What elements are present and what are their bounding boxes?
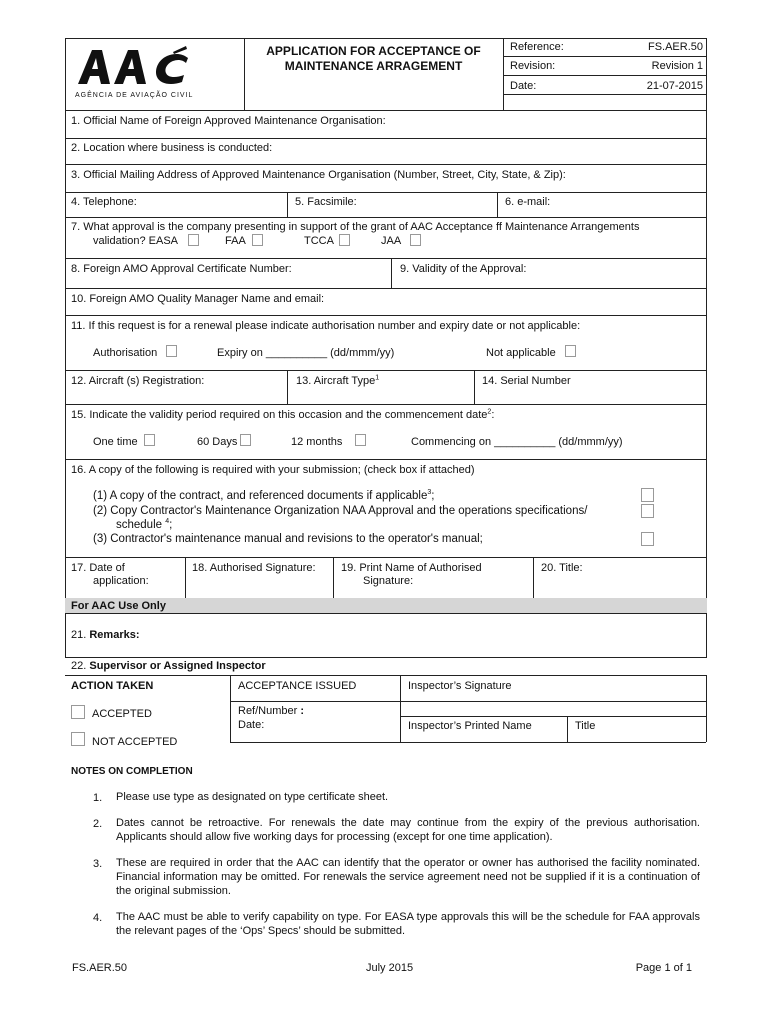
field-20-label: 20. Title:	[541, 562, 583, 574]
accepted-checkbox[interactable]	[71, 705, 85, 719]
field-16-item-3: (3) Contractor's maintenance manual and revisions to the operator's manual;	[93, 533, 483, 545]
field-2-label: 2. Location where business is conducted:	[71, 142, 273, 154]
field-1-label: 1. Official Name of Foreign Approved Maintenance Organisation:	[71, 115, 386, 127]
note-1-number: 1.	[93, 792, 103, 804]
supervisor-label: 22. Supervisor or Assigned Inspector	[71, 660, 266, 672]
field-7-tcca-label: TCCA	[304, 235, 334, 247]
logo-subtitle: AGÊNCIA DE AVIAÇÃO CIVIL	[75, 92, 194, 99]
field-5-label: 5. Facsimile:	[295, 196, 357, 208]
footer-form-id: FS.AER.50	[72, 962, 128, 974]
note-2-text: Dates cannot be retroactive. For renewals the date may continue from the expiry of the previous authorisation. Applicants should allow five working days for processing (except for one time application).	[116, 817, 700, 843]
field-9-label: 9. Validity of the Approval:	[400, 263, 527, 275]
field-14-label: 14. Serial Number	[482, 375, 571, 387]
manual-checkbox[interactable]	[641, 532, 654, 546]
field-17-label-cont: application:	[93, 575, 149, 587]
not-applicable-label: Not applicable	[486, 347, 556, 359]
note-1-text: Please use type as designated on type certificate sheet.	[116, 791, 389, 803]
form-title-line2: MAINTENANCE ARRAGEMENT	[284, 59, 463, 73]
twelve-months-label: 12 months	[291, 436, 343, 448]
commencing-label: Commencing on __________ (dd/mmm/yy)	[411, 436, 623, 448]
tcca-checkbox[interactable]	[339, 234, 350, 246]
field-16-label: 16. A copy of the following is required with your submission; (check box if attached)	[71, 464, 475, 476]
reference-label: Reference:	[510, 41, 564, 53]
field-16-item-2: (2) Copy Contractor's Maintenance Organization NAA Approval and the operations specifications/	[93, 505, 588, 517]
field-18-label: 18. Authorised Signature:	[192, 562, 316, 574]
field-6-label: 6. e-mail:	[505, 196, 551, 208]
form-title-line1: APPLICATION FOR ACCEPTANCE OF	[266, 44, 481, 58]
jaa-checkbox[interactable]	[410, 234, 421, 246]
field-13-label: 13. Aircraft Type$^1$	[296, 374, 380, 387]
naa-approval-checkbox[interactable]	[641, 504, 654, 518]
field-15-label: 15. Indicate the validity period required on this occasion and the commencement date$^2$:	[71, 408, 495, 421]
footer-page-number: Page 1 of 1	[635, 962, 692, 974]
authorisation-label: Authorisation	[93, 347, 158, 359]
field-12-label: 12. Aircraft (s) Registration:	[71, 375, 205, 387]
notes-heading: NOTES ON COMPLETION	[71, 766, 193, 777]
authorisation-checkbox[interactable]	[166, 345, 177, 357]
one-time-checkbox[interactable]	[144, 434, 155, 446]
acceptance-issued-label: ACCEPTANCE ISSUED	[238, 680, 357, 692]
accepted-label: ACCEPTED	[92, 708, 152, 720]
field-8-label: 8. Foreign AMO Approval Certificate Number:	[71, 263, 292, 275]
field-7-label: 7. What approval is the company presenting in support of the grant of AAC Acceptance ff Maintenance Arrangements	[71, 221, 640, 233]
not-accepted-checkbox[interactable]	[71, 732, 85, 746]
note-4-text: The AAC must be able to verify capability on type. For EASA type approvals this will be the schedule for FAA approvals the relevant pages of the ‘Ops’ Specs’ should be submitted.	[116, 911, 700, 937]
inspector-printed-name-label: Inspector’s Printed Name	[408, 720, 532, 732]
action-taken-label: ACTION TAKEN	[71, 680, 154, 692]
note-2-number: 2.	[93, 818, 103, 830]
field-10-label: 10. Foreign AMO Quality Manager Name and email:	[71, 293, 325, 305]
revision-label: Revision:	[510, 60, 556, 72]
date-label: Date:	[510, 80, 537, 92]
reference-value: FS.AER.50	[647, 41, 703, 53]
field-7-faa-label: FAA	[225, 235, 246, 247]
footer-date: July 2015	[366, 962, 414, 974]
field-17-label: 17. Date of	[71, 562, 125, 574]
acceptance-date-label: Date:	[238, 719, 265, 731]
field-16-item-2-cont: schedule $^4$;	[116, 518, 173, 531]
field-7-easa-label: validation? EASA	[93, 235, 178, 247]
faa-checkbox[interactable]	[252, 234, 263, 246]
field-11-label: 11. If this request is for a renewal please indicate authorisation number and expiry date or not applicable:	[71, 320, 581, 332]
aac-use-heading: For AAC Use Only	[71, 600, 166, 612]
note-3-number: 3.	[93, 858, 103, 870]
field-16-item-1: (1) A copy of the contract, and referenced documents if applicable$^3$;	[93, 489, 435, 502]
field-19-label: 19. Print Name of Authorised	[341, 562, 482, 574]
sixty-days-label: 60 Days	[197, 436, 238, 448]
revision-value: Revision 1	[651, 60, 703, 72]
field-3-label: 3. Official Mailing Address of Approved Maintenance Organisation (Number, Street, City, State, & Zip):	[71, 169, 566, 181]
field-19-label-cont: Signature:	[363, 575, 414, 587]
not-applicable-checkbox[interactable]	[565, 345, 576, 357]
inspector-signature-label: Inspector’s Signature	[408, 680, 512, 692]
contract-checkbox[interactable]	[641, 488, 654, 502]
field-7-jaa-label: JAA	[381, 235, 402, 247]
note-3-text: These are required in order that the AAC can identify that the operator or owner has authorised the facility nominated. Financial information may be omitted. For renewals the service agreement need not be supplied if it is a continuation of the original submission.	[116, 857, 700, 897]
sixty-days-checkbox[interactable]	[240, 434, 251, 446]
easa-checkbox[interactable]	[188, 234, 199, 246]
not-accepted-label: NOT ACCEPTED	[92, 736, 178, 748]
field-4-label: 4. Telephone:	[71, 196, 137, 208]
one-time-label: One time	[93, 436, 138, 448]
remarks-label: 21. Remarks:	[71, 629, 140, 641]
twelve-months-checkbox[interactable]	[355, 434, 366, 446]
ref-number-label: Ref/Number :	[238, 705, 305, 717]
date-value: 21-07-2015	[646, 80, 703, 92]
note-4-number: 4.	[93, 912, 103, 924]
inspector-title-label: Title	[575, 720, 596, 732]
expiry-label: Expiry on __________ (dd/mmm/yy)	[217, 347, 395, 359]
